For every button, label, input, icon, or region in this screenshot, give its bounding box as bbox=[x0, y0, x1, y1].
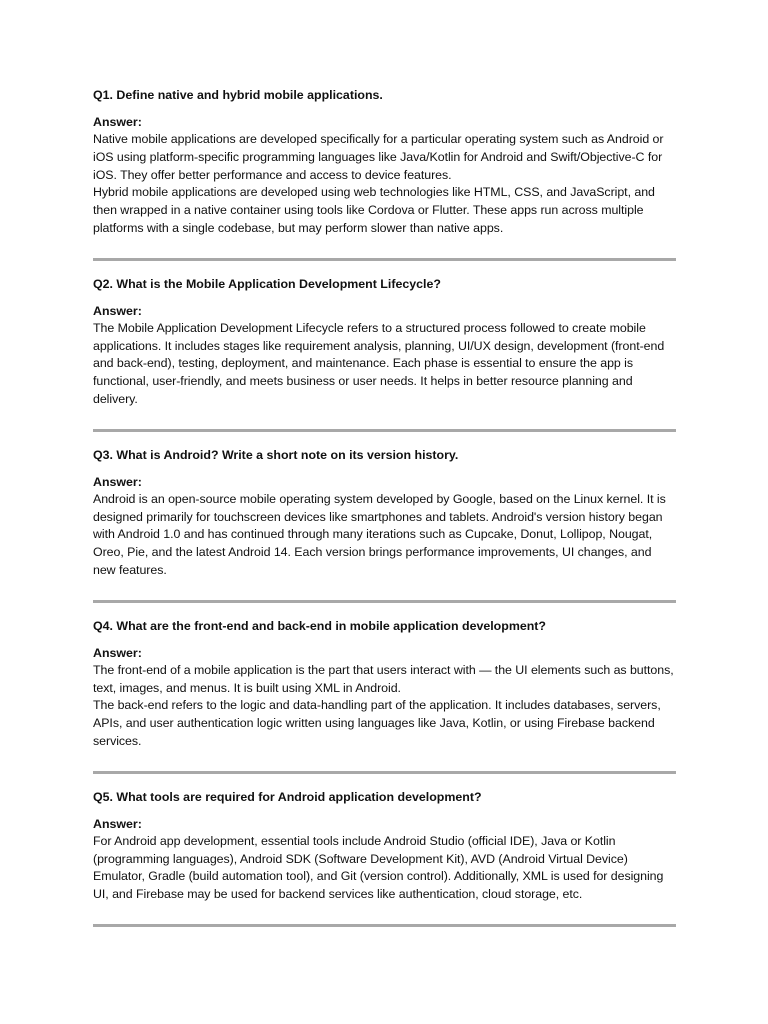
answer-label: Answer: bbox=[93, 645, 142, 660]
answer-label: Answer: bbox=[93, 115, 142, 129]
qa-item-4 bbox=[93, 617, 676, 751]
section-divider bbox=[93, 600, 676, 603]
section-divider bbox=[93, 771, 676, 774]
answer-paragraph: Native mobile applications are developed specifically for a particular operating system such as Android or iOS using platform-specific programming languages like Java/Kotlin for Android and Swift/Objective-C for iOS. They offer better performance and access to device features. bbox=[93, 132, 664, 182]
answer-paragraph: The Mobile Application Development Lifecycle refers to a structured process followed to create mobile applications. It includes stages like requirement analysis, planning, UI/UX design, development (front-end and back-end), testing, deployment, and maintenance. Each phase is essential to ensure the app is functional, user-friendly, and meets business or user needs. It helps in better resource planning and delivery. bbox=[93, 320, 665, 406]
answer-paragraph: The back-end refers to the logic and data-handling part of the application. It includes databases, servers, APIs, and user authentication logic written using languages like Java, Kotlin, or using Firebase backend services. bbox=[93, 698, 661, 748]
answer-paragraph: Hybrid mobile applications are developed using web technologies like HTML, CSS, and JavaScript, and then wrapped in a native container using tools like Cordova or Flutter. These apps run across multiple platforms with a single codebase, but may perform slower than native apps. bbox=[93, 185, 655, 235]
qa-item-5 bbox=[93, 788, 676, 904]
answer-label: Answer: bbox=[93, 474, 142, 489]
answer-paragraph: The front-end of a mobile application is the part that users interact with — the UI elements such as buttons, text, images, and menus. It is built using XML in Android. bbox=[93, 662, 674, 695]
answer-paragraph: Android is an open-source mobile operating system developed by Google, based on the Linux kernel. It is designed primarily for touchscreen devices like smartphones and tablets. Android's version history began with Android 1.0 and has continued through many iterations such as Cupcake, Donut, Lollipop, Nougat, Oreo, Pie, and the latest Android 14. Each version brings performance improvements, UI changes, and new features. bbox=[93, 491, 666, 577]
question-heading: Q4. What are the front-end and back-end in mobile application development? bbox=[93, 618, 546, 633]
qa-item-3 bbox=[93, 446, 676, 580]
answer-label: Answer: bbox=[93, 303, 142, 318]
question-heading: Q3. What is Android? Write a short note on its version history. bbox=[93, 447, 459, 462]
section-divider bbox=[93, 429, 676, 432]
question-heading: Q2. What is the Mobile Application Development Lifecycle? bbox=[93, 276, 441, 291]
qa-item-1 bbox=[93, 86, 676, 238]
answer-label: Answer: bbox=[93, 816, 142, 831]
question-heading: Q1. Define native and hybrid mobile applications. bbox=[93, 88, 383, 102]
question-heading: Q5. What tools are required for Android application development? bbox=[93, 789, 482, 804]
answer-paragraph: For Android app development, essential tools include Android Studio (official IDE), Java or Kotlin (programming languages), Android SDK (Software Development Kit), AVD (Android Virtual Device) Emulator, Gradle (build automation tool), and Git (version control). Additionally, XML is used for designing UI, and Firebase may be used for backend services like authentication, cloud storage, etc. bbox=[93, 833, 664, 902]
qa-item-2 bbox=[93, 275, 676, 409]
section-divider bbox=[93, 924, 676, 927]
section-divider bbox=[93, 258, 676, 261]
